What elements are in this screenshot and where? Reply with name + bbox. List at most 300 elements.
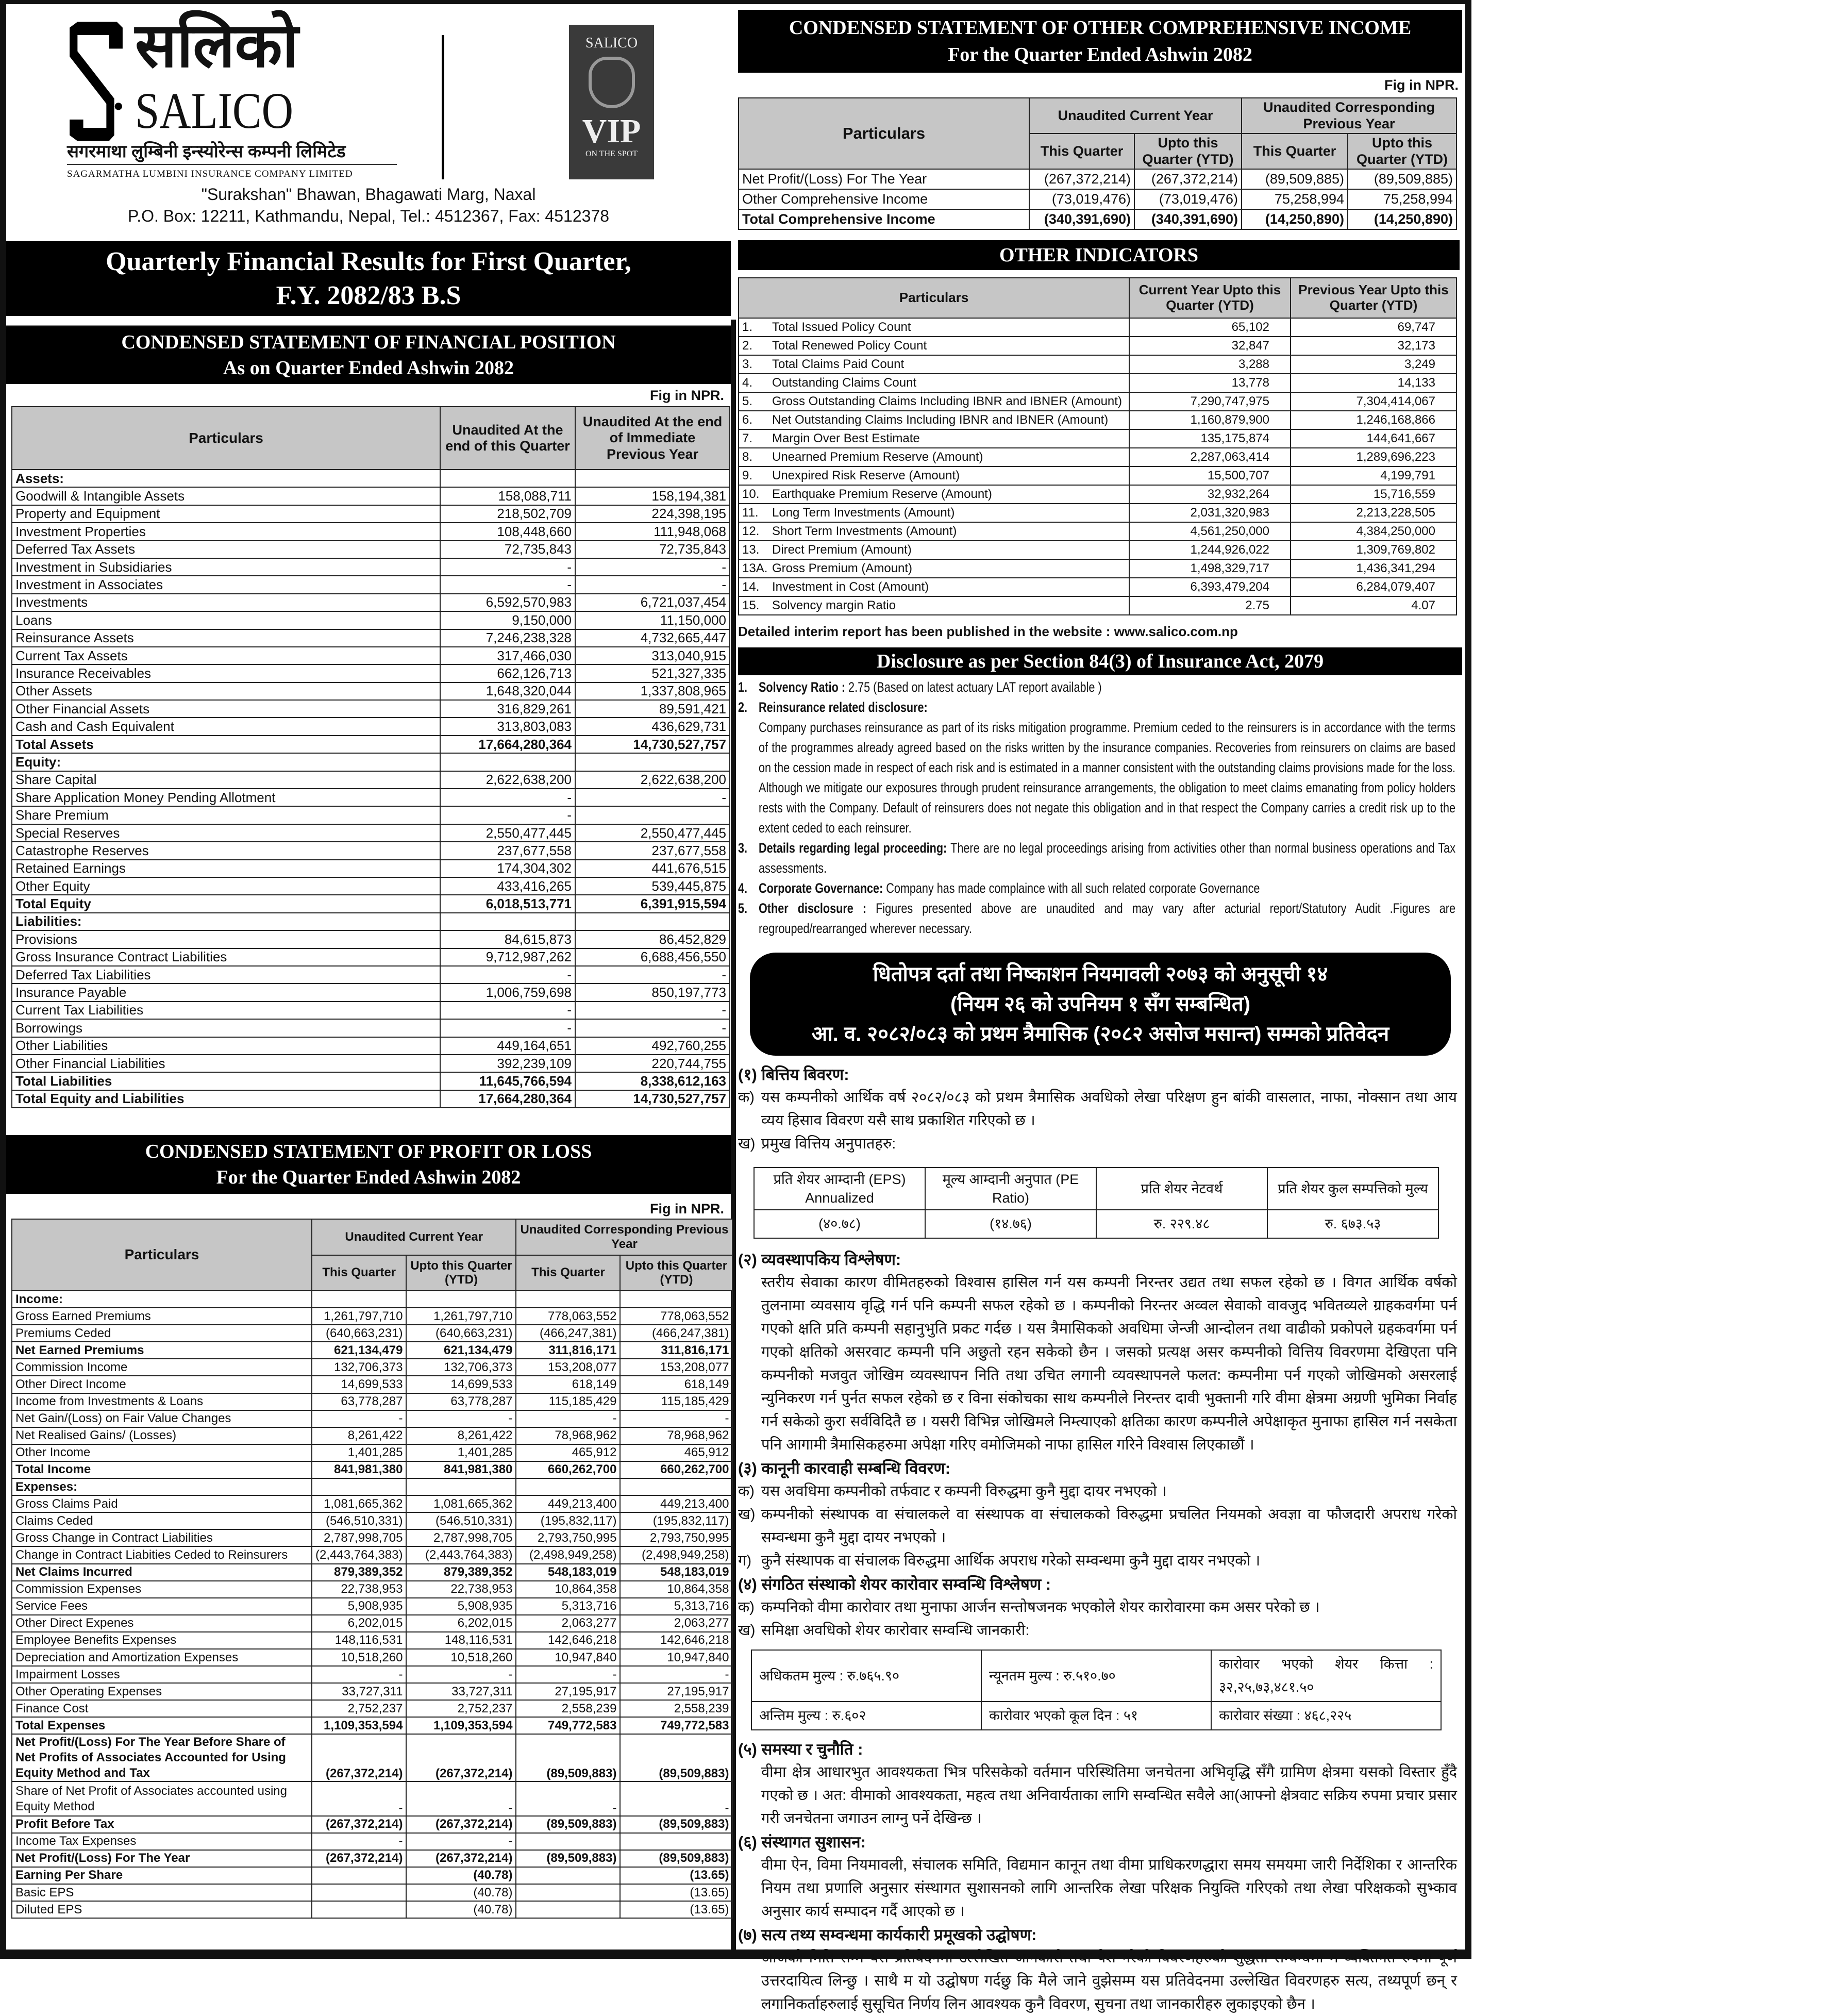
table-row <box>12 558 730 576</box>
row-value <box>575 753 730 771</box>
row-value: (89,509,883) <box>620 1850 732 1867</box>
car-shield-icon <box>589 57 635 108</box>
row-value: 2,063,277 <box>620 1615 732 1632</box>
row-label-cell <box>739 411 1129 429</box>
item-text: Company purchases reinsurance as part of its risks mitigation programme. Premium ceded to the reinsurers is in accordance with the terms of the programmes already agreed based on the risks written by the insurance companies. Recoveries from reinsurers on claims are based on the cession made in respect of each risk and is estimated in a manner consistent with the outstanding claims provisions made for the loss. Although we mitigate our exposures through prudent reinsurance arrangements, the obligation to meet claims emanating from policy holders rests with the Company. Default of reinsurers does not negate this obligation and in that respect the Company carries a credit risk up to the extent ceded to each reinsurer. <box>759 720 1455 836</box>
row-value: 10,864,358 <box>620 1581 732 1598</box>
section-heading: (४) संगठित संस्थाको शेयर कारोवार सम्वन्धि विश्लेषण : <box>738 1575 1051 1593</box>
row-label: Outstanding Claims Count <box>772 376 917 390</box>
row-value: 15,716,559 <box>1291 485 1456 504</box>
row-value: 6,202,015 <box>312 1615 406 1632</box>
website-footnote: Detailed interim report has been published in the website : www.salico.com.np <box>738 624 1238 639</box>
table-row <box>12 753 730 771</box>
row-value: 1,309,769,802 <box>1291 541 1456 559</box>
item-number: 4. <box>738 880 748 896</box>
row-value: - <box>516 1781 620 1815</box>
row-value: 2,550,477,445 <box>440 824 575 842</box>
row-value: 660,262,700 <box>516 1461 620 1478</box>
item-label: Details regarding legal proceeding: <box>759 840 947 856</box>
oci-header <box>738 10 1462 73</box>
row-value: 17,664,280,364 <box>440 1090 575 1108</box>
table-row <box>12 806 730 824</box>
row-value: 14,699,533 <box>312 1376 406 1393</box>
table-row <box>12 877 730 895</box>
column-header: This Quarter <box>312 1255 406 1291</box>
row-value: (267,372,214) <box>1134 169 1242 189</box>
row-value: 1,006,759,698 <box>440 984 575 1001</box>
row-value: 17,664,280,364 <box>440 736 575 753</box>
table-row <box>12 1833 732 1850</box>
row-label: Borrowings <box>12 1019 440 1037</box>
row-value: 148,116,531 <box>312 1632 406 1649</box>
row-label-cell <box>739 522 1129 541</box>
row-value <box>516 1833 620 1850</box>
row-label-cell <box>739 596 1129 615</box>
ratio-value: रु. २२९.४८ <box>1096 1210 1267 1238</box>
row-value: 433,416,265 <box>440 877 575 895</box>
row-label: Total Assets <box>12 736 440 753</box>
row-label: Earning Per Share <box>12 1867 312 1884</box>
row-value: 2,793,750,995 <box>516 1529 620 1546</box>
row-value: 33,727,311 <box>406 1683 516 1700</box>
table-row <box>739 209 1456 229</box>
sub-item-marker: ख) <box>738 1622 756 1639</box>
row-label: Other Equity <box>12 877 440 895</box>
row-value: (340,391,690) <box>1029 209 1134 229</box>
row-value: 879,389,352 <box>406 1564 516 1581</box>
share-trading-table <box>751 1650 1442 1730</box>
row-label: Share Premium <box>12 806 440 824</box>
row-value: 1,244,926,022 <box>1129 541 1291 559</box>
table-row <box>739 485 1456 504</box>
row-number: 8. <box>742 450 753 464</box>
row-number: 6. <box>742 413 753 427</box>
item-number: 3. <box>738 840 748 856</box>
row-value: - <box>620 1781 732 1815</box>
row-label: Deferred Tax Assets <box>12 541 440 558</box>
row-value: (267,372,214) <box>312 1734 406 1781</box>
row-value: 72,735,843 <box>575 541 730 558</box>
row-value: - <box>312 1666 406 1683</box>
row-value: 153,208,077 <box>516 1359 620 1376</box>
row-value: 313,803,083 <box>440 718 575 735</box>
section-heading: (१) बित्तिय बिवरण: <box>738 1065 849 1084</box>
row-value: 148,116,531 <box>406 1632 516 1649</box>
row-label: Expenses: <box>12 1478 312 1495</box>
table-row <box>12 1867 732 1884</box>
row-value: 2,558,239 <box>620 1700 732 1717</box>
section-paragraph: वीमा ऐन, विमा नियमावली, संचालक समिति, विद्यमान कानून तथा वीमा प्राधिकरणद्धारा समय समयमा जारी निर्देशिका र आन्तरिक नियम तथा प्रणालि अनुसार संस्थागत सुशासनको लागि आन्तरिक लेखा परिक्षक नियुक्ति गरिएको तथा लेखा परिक्षकको सुभ्काव अनुसार कार्य सम्पादन गर्दै आएको छ । <box>761 1857 1457 1920</box>
row-value: 78,968,962 <box>620 1427 732 1444</box>
table-row <box>12 1850 732 1867</box>
row-value: - <box>440 576 575 593</box>
row-number: 3. <box>742 357 753 371</box>
row-label: Total Income <box>12 1461 312 1478</box>
row-value: (13.65) <box>620 1884 732 1901</box>
row-label: Retained Earnings <box>12 860 440 877</box>
row-value: 4,732,665,447 <box>575 629 730 647</box>
sub-item-text: कम्पनिको वीमा कारोवार तथा मुनाफा आर्जन सन्तोषजनक भएकोले शेयर कारोवारमा कम असर परेको छ । <box>761 1599 1320 1615</box>
row-value: 220,744,755 <box>575 1055 730 1072</box>
table-row <box>12 913 730 930</box>
column-header: Unaudited At the end of this Quarter <box>440 407 575 470</box>
row-label: Gross Change in Contract Liabilities <box>12 1529 312 1546</box>
table-row <box>12 523 730 540</box>
sub-item-marker: ख) <box>738 1136 756 1152</box>
table-row <box>12 700 730 718</box>
row-value: 32,847 <box>1129 337 1291 355</box>
row-value: 132,706,373 <box>406 1359 516 1376</box>
row-value: 11,150,000 <box>575 611 730 629</box>
row-value: 22,738,953 <box>312 1581 406 1598</box>
sub-item-text: यस कम्पनीको आर्थिक वर्ष २०८२/०८३ को प्रथम त्रैमासिक अवधिको लेखा परिक्षण हुन बांकी वासलात, नाफा, नोक्सान तथा आय व्यय हिसाव विवरण यसै साथ प्रकाशित गरिएको छ । <box>761 1089 1457 1129</box>
row-value: 492,760,255 <box>575 1037 730 1055</box>
nepali-report <box>738 1063 1457 2016</box>
profit-loss-table-wrap <box>11 1219 733 1919</box>
report-title <box>6 241 731 316</box>
row-number: 7. <box>742 431 753 445</box>
row-label: Current Tax Assets <box>12 647 440 664</box>
row-label: Profit Before Tax <box>12 1816 312 1833</box>
table-row <box>12 1581 732 1598</box>
row-value: 1,261,797,710 <box>406 1308 516 1325</box>
row-value: 153,208,077 <box>620 1359 732 1376</box>
row-value <box>312 1901 406 1918</box>
row-value: 4,561,250,000 <box>1129 522 1291 541</box>
row-label: Other Operating Expenses <box>12 1683 312 1700</box>
group-current-year: Unaudited Current Year <box>312 1219 516 1255</box>
row-value: 465,912 <box>516 1444 620 1461</box>
row-value: 441,676,515 <box>575 860 730 877</box>
row-value: 548,183,019 <box>620 1564 732 1581</box>
vip-brand: SALICO <box>585 35 638 51</box>
section-title: CONDENSED STATEMENT OF FINANCIAL POSITION <box>121 331 616 353</box>
table-row <box>12 1632 732 1649</box>
row-value: - <box>406 1666 516 1683</box>
disclosure-item <box>738 838 1455 878</box>
ratio-value: रु. ६७३.५३ <box>1267 1210 1438 1238</box>
oci-table <box>738 97 1457 230</box>
row-label: Total Expenses <box>12 1717 312 1734</box>
row-value <box>312 1884 406 1901</box>
table-row <box>12 1598 732 1615</box>
row-value: 3,249 <box>1291 355 1456 374</box>
row-value: 135,175,874 <box>1129 429 1291 448</box>
row-label: Assets: <box>12 470 440 487</box>
row-value <box>312 1291 406 1308</box>
row-label: Other Direct Income <box>12 1376 312 1393</box>
row-value: 778,063,552 <box>516 1308 620 1325</box>
row-value: (267,372,214) <box>406 1734 516 1781</box>
row-value: - <box>440 558 575 576</box>
row-label: Total Claims Paid Count <box>772 357 905 371</box>
row-value: 27,195,917 <box>516 1683 620 1700</box>
row-value: (89,509,883) <box>516 1816 620 1833</box>
row-label-cell <box>739 374 1129 392</box>
table-row <box>12 505 730 523</box>
logo-devanagari: सलिको <box>135 11 298 80</box>
column-header: Particulars <box>739 278 1129 318</box>
row-value: 2,558,239 <box>516 1700 620 1717</box>
row-value: 78,968,962 <box>516 1427 620 1444</box>
section-paragraph: वीमा क्षेत्र आधारभुत आवश्यकता भित्र परिसकेको वर्तमान परिस्थितिमा जनचेतना अभिवृद्धि सँगै ग्रामिण क्षेत्रमा यसको विस्तार हुँदै गएको छ । अत: वीमाको आवश्यकता, महत्व तथा अनिवार्यताका लागि सम्वन्धित सवैले आ(आफ्नो क्षेत्रवाट सक्रिय रुपमा प्रचार प्रसार गरी जनचेतना जगाउन लाग्नु पर्ने देखिन्छ । <box>761 1764 1457 1827</box>
row-value: 218,502,709 <box>440 505 575 523</box>
row-value: - <box>312 1410 406 1427</box>
row-label: Commission Income <box>12 1359 312 1376</box>
row-label: Property and Equipment <box>12 505 440 523</box>
item-number: 5. <box>738 901 748 916</box>
row-value: 4.07 <box>1291 596 1456 615</box>
row-value: - <box>516 1666 620 1683</box>
row-value: - <box>575 1019 730 1037</box>
row-value: 2,213,228,505 <box>1291 504 1456 522</box>
column-header: Upto this Quarter (YTD) <box>406 1255 516 1291</box>
table-row <box>739 466 1456 485</box>
row-label: Share Application Money Pending Allotment <box>12 789 440 806</box>
row-value: 2,622,638,200 <box>575 771 730 789</box>
company-name-nepali: सगरमाथा लुम्बिनी इन्स्योरेन्स कम्पनी लिमिटेड <box>67 141 397 165</box>
table-row <box>739 448 1456 466</box>
item-text: 2.75 (Based on latest actuary LAT report available ) <box>845 679 1102 695</box>
row-value: 224,398,195 <box>575 505 730 523</box>
row-value: (267,372,214) <box>1029 169 1134 189</box>
row-label-cell <box>739 318 1129 337</box>
table-row <box>12 1700 732 1717</box>
row-label: Long Term Investments (Amount) <box>772 506 955 520</box>
row-value: 2,622,638,200 <box>440 771 575 789</box>
row-label: Total Issued Policy Count <box>772 320 911 334</box>
row-value: (546,510,331) <box>406 1512 516 1529</box>
row-label: Net Profit/(Loss) For The Year <box>12 1850 312 1867</box>
row-value: 5,908,935 <box>406 1598 516 1615</box>
row-label: Net Profit/(Loss) For The Year Before Share of Net Profits of Associates Accounted for Using Equity Method and Tax <box>12 1734 312 1781</box>
row-value: (89,509,883) <box>620 1816 732 1833</box>
row-value: (40.78) <box>406 1884 516 1901</box>
row-label: Liabilities: <box>12 913 440 930</box>
row-label: Net Gain/(Loss) on Fair Value Changes <box>12 1410 312 1427</box>
row-value: 14,133 <box>1291 374 1456 392</box>
fig-note: Fig in NPR. <box>650 1201 724 1217</box>
row-label-cell <box>739 337 1129 355</box>
row-value: 618,149 <box>516 1376 620 1393</box>
particulars-header: Particulars <box>12 1219 312 1291</box>
row-value: 10,518,260 <box>312 1649 406 1666</box>
table-row <box>12 842 730 859</box>
table-row <box>751 1702 1441 1730</box>
sub-item <box>738 1619 1457 1642</box>
row-label: Margin Over Best Estimate <box>772 431 920 445</box>
row-label: Share of Net Profit of Associates accounted using Equity Method <box>12 1781 312 1815</box>
row-value: 75,258,994 <box>1348 189 1456 209</box>
financial-position-header <box>6 325 731 384</box>
row-value: 63,778,287 <box>406 1393 516 1410</box>
banner-line: धितोपत्र दर्ता तथा निष्काशन नियमावली २०७३ को अनुसूची १४ <box>873 963 1328 986</box>
border-top <box>0 0 1471 4</box>
row-label-cell <box>739 448 1129 466</box>
table-row <box>739 374 1456 392</box>
column-header: This Quarter <box>516 1255 620 1291</box>
report-title-line2: F.Y. 2082/83 B.S <box>276 280 461 310</box>
row-label: Other Financial Assets <box>12 700 440 718</box>
row-value: - <box>406 1781 516 1815</box>
table-header <box>12 1219 732 1255</box>
vip-tagline: ON THE SPOT <box>585 149 638 158</box>
row-value: - <box>440 789 575 806</box>
row-label: Service Fees <box>12 1598 312 1615</box>
table-row <box>12 629 730 647</box>
financial-ratio-table <box>753 1167 1439 1239</box>
vip-badge <box>569 25 654 179</box>
banner-line: (नियम २६ को उपनियम १ सँग सम्बन्धित) <box>950 993 1251 1015</box>
row-label-cell <box>739 578 1129 596</box>
disclosure-item <box>738 718 1455 838</box>
row-value: 5,908,935 <box>312 1598 406 1615</box>
row-value: 32,173 <box>1291 337 1456 355</box>
row-label: Income Tax Expenses <box>12 1833 312 1850</box>
row-value: 111,948,068 <box>575 523 730 540</box>
sub-item-text: यस अवधिमा कम्पनीको तर्फवाट र कम्पनी विरुद्धमा कुनै मुद्दा दायर नभएको । <box>761 1483 1167 1499</box>
section-subtitle: For the Quarter Ended Ashwin 2082 <box>216 1167 521 1188</box>
row-value: (466,247,381) <box>516 1325 620 1342</box>
table-row <box>739 596 1456 615</box>
row-number: 2. <box>742 339 753 353</box>
table-row <box>12 1359 732 1376</box>
row-value: 1,081,665,362 <box>406 1495 516 1512</box>
row-label: Unexpired Risk Reserve (Amount) <box>772 469 960 482</box>
row-value: - <box>620 1410 732 1427</box>
row-label-cell <box>739 355 1129 374</box>
table-row <box>739 392 1456 411</box>
sub-item <box>738 1550 1457 1573</box>
row-label: Total Liabilities <box>12 1072 440 1090</box>
row-value: 313,040,915 <box>575 647 730 664</box>
table-row <box>12 1427 732 1444</box>
row-value: 14,730,527,757 <box>575 736 730 753</box>
table-row <box>12 1816 732 1833</box>
table-row <box>12 1393 732 1410</box>
row-label-cell <box>739 429 1129 448</box>
row-label: Other Assets <box>12 682 440 700</box>
row-value: - <box>440 1002 575 1019</box>
row-label-cell <box>739 392 1129 411</box>
row-value: 75,258,994 <box>1242 189 1348 209</box>
section-title: OTHER INDICATORS <box>999 244 1199 266</box>
row-value: 1,648,320,044 <box>440 682 575 700</box>
row-value: 4,199,791 <box>1291 466 1456 485</box>
other-indicators-header <box>738 240 1460 270</box>
table-row <box>12 1529 732 1546</box>
row-value: - <box>440 1019 575 1037</box>
row-value: 621,134,479 <box>312 1342 406 1359</box>
ratio-header: प्रति शेयर नेटवर्थ <box>1096 1168 1267 1210</box>
row-value: 237,677,558 <box>440 842 575 859</box>
row-value: 1,246,168,866 <box>1291 411 1456 429</box>
section-title: Disclosure as per Section 84(3) of Insurance Act, 2079 <box>876 651 1324 672</box>
table-row <box>12 1444 732 1461</box>
company-name-english: SAGARMATHA LUMBINI INSURANCE COMPANY LIMITED <box>67 169 353 179</box>
table-row <box>739 578 1456 596</box>
table-header <box>739 98 1456 134</box>
row-label: Impairment Losses <box>12 1666 312 1683</box>
row-value: 1,261,797,710 <box>312 1308 406 1325</box>
row-label: Loans <box>12 611 440 629</box>
table-row <box>12 1037 730 1055</box>
row-label: Current Tax Liabilities <box>12 1002 440 1019</box>
row-value: 6,202,015 <box>406 1615 516 1632</box>
ratio-value: (१४.७६) <box>925 1210 1096 1238</box>
profit-loss-header <box>6 1135 731 1194</box>
sub-item-marker: ग) <box>738 1553 751 1569</box>
row-value: 4,384,250,000 <box>1291 522 1456 541</box>
fig-note: Fig in NPR. <box>650 388 724 403</box>
row-value: 749,772,583 <box>516 1717 620 1734</box>
row-number: 10. <box>742 487 760 501</box>
column-header: Current Year Upto this Quarter (YTD) <box>1129 278 1291 318</box>
table-row <box>12 789 730 806</box>
row-value: 316,829,261 <box>440 700 575 718</box>
row-label: Earthquake Premium Reserve (Amount) <box>772 487 992 501</box>
item-label: Solvency Ratio : <box>759 679 846 695</box>
row-label: Premiums Ceded <box>12 1325 312 1342</box>
row-value: 2,752,237 <box>312 1700 406 1717</box>
row-number: 4. <box>742 376 753 390</box>
row-value: 174,304,302 <box>440 860 575 877</box>
row-value <box>575 806 730 824</box>
row-value: (2,498,949,258) <box>516 1546 620 1563</box>
row-value: - <box>575 789 730 806</box>
row-value: 72,735,843 <box>440 541 575 558</box>
row-value: 10,864,358 <box>516 1581 620 1598</box>
row-value: 142,646,218 <box>620 1632 732 1649</box>
row-label: Investment in Cost (Amount) <box>772 580 929 594</box>
row-value: - <box>406 1833 516 1850</box>
row-number: 13A. <box>742 561 768 575</box>
row-value: 14,699,533 <box>406 1376 516 1393</box>
group-previous-year: Unaudited Corresponding Previous Year <box>516 1219 732 1255</box>
item-text: Figures presented above are unaudited and may vary after acturial report/Statutory Audit .Figures are regrouped/rearranged wherever necessary. <box>759 901 1455 936</box>
row-value <box>312 1478 406 1495</box>
row-value: 660,262,700 <box>620 1461 732 1478</box>
table-row <box>12 1461 732 1478</box>
table-row <box>12 1649 732 1666</box>
salico-logo-icon <box>67 20 125 143</box>
row-label: Gross Claims Paid <box>12 1495 312 1512</box>
row-value: (13.65) <box>620 1867 732 1884</box>
row-number: 5. <box>742 394 753 408</box>
row-value: 548,183,019 <box>516 1564 620 1581</box>
table-row <box>751 1650 1441 1702</box>
row-value: 2,793,750,995 <box>620 1529 732 1546</box>
row-value: - <box>440 966 575 984</box>
table-row <box>12 1512 732 1529</box>
row-value: 8,338,612,163 <box>575 1072 730 1090</box>
row-value <box>620 1478 732 1495</box>
row-value: (466,247,381) <box>620 1325 732 1342</box>
table-row <box>739 169 1456 189</box>
row-value: 879,389,352 <box>312 1564 406 1581</box>
row-value: 2,787,998,705 <box>312 1529 406 1546</box>
item-number: 1. <box>738 679 748 695</box>
row-label-cell <box>739 559 1129 578</box>
row-value: 436,629,731 <box>575 718 730 735</box>
row-value: 142,646,218 <box>516 1632 620 1649</box>
table-row <box>12 1884 732 1901</box>
row-value: 6,688,456,550 <box>575 948 730 966</box>
row-value: 7,290,747,975 <box>1129 392 1291 411</box>
row-value: 1,109,353,594 <box>406 1717 516 1734</box>
row-number: 11. <box>742 506 759 520</box>
row-label: Solvency margin Ratio <box>772 598 896 612</box>
